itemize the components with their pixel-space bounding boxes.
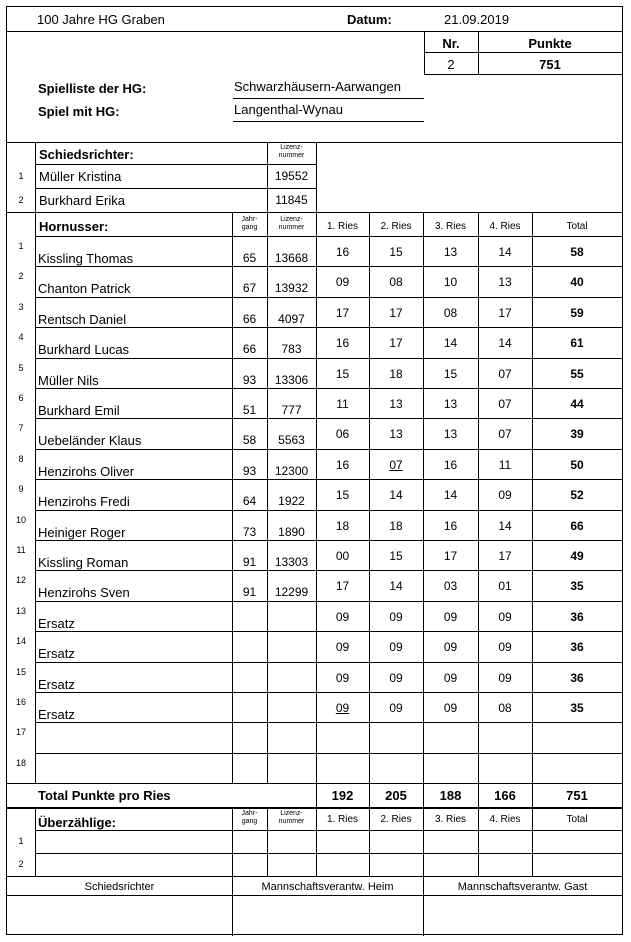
player-year: 91 <box>242 585 257 599</box>
spielliste-value: Schwarzhäusern-Aarwangen <box>234 79 401 94</box>
ries-1-score: 09 <box>335 671 350 685</box>
player-total: 66 <box>570 519 584 533</box>
nr-label: Nr. <box>442 36 460 51</box>
referee-name: Burkhard Erika <box>39 193 125 208</box>
player-name: Henzirohs Oliver <box>38 464 135 479</box>
ries-3-score: 16 <box>443 519 458 533</box>
extra-ries-header-2: 2. Ries <box>380 814 412 825</box>
player-row-number: 13 <box>15 606 26 616</box>
points-value: 751 <box>539 57 561 72</box>
nr-value: 2 <box>447 57 455 72</box>
grand-total: 751 <box>566 788 588 803</box>
ries-4-score: 14 <box>498 336 512 350</box>
ries-3-score: 15 <box>443 367 458 381</box>
player-year: 64 <box>242 494 257 508</box>
ries-1-score: 15 <box>335 488 350 502</box>
extra-ries-header-1: 1. Ries <box>326 814 359 825</box>
ries-2-score: 14 <box>389 579 403 593</box>
ries-2-score: 15 <box>389 245 403 259</box>
ries-1-score: 09 <box>335 275 350 289</box>
date-label: Datum: <box>347 12 392 27</box>
total-points-label: Total Punkte pro Ries <box>38 788 171 803</box>
ries-3-score: 09 <box>443 640 458 654</box>
ries-2-score: 09 <box>389 640 403 654</box>
ries-2-score: 13 <box>389 397 403 411</box>
referees-title: Schiedsrichter: <box>39 147 134 162</box>
referee-license: 11845 <box>275 193 308 207</box>
player-total: 44 <box>570 397 584 411</box>
ries-4-score: 11 <box>498 458 512 472</box>
player-row-number: 12 <box>15 575 26 585</box>
ries-1-score: 09 <box>335 640 350 654</box>
ries-4-score: 14 <box>498 519 512 533</box>
player-license: 783 <box>281 342 302 356</box>
ries-4-score: 07 <box>498 427 512 441</box>
player-license: 1922 <box>278 494 305 508</box>
player-total: 40 <box>570 275 584 289</box>
player-total: 36 <box>570 640 584 654</box>
player-year: 91 <box>242 555 257 569</box>
score-sheet <box>6 6 623 935</box>
extra-ries-header-3: 3. Ries <box>434 814 467 825</box>
player-row-number: 14 <box>15 636 26 646</box>
spielliste-label: Spielliste der HG: <box>38 81 147 96</box>
ries-1-score: 18 <box>335 519 350 533</box>
date-value: 21.09.2019 <box>444 12 510 27</box>
player-name: Ersatz <box>38 707 75 722</box>
ries-3-score: 17 <box>443 549 458 563</box>
player-name: Burkhard Lucas <box>38 342 130 357</box>
player-row-number: 5 <box>18 363 24 373</box>
ries-4-score: 17 <box>498 549 512 563</box>
player-total: 36 <box>570 610 584 624</box>
ries-1-score: 09 <box>335 610 350 624</box>
player-year: 66 <box>242 342 257 356</box>
player-name: Kissling Roman <box>38 555 129 570</box>
player-total: 39 <box>570 427 584 441</box>
player-row-number: 17 <box>15 727 26 737</box>
player-license: 13668 <box>274 251 309 265</box>
player-total: 59 <box>570 306 584 320</box>
ries-2-score: 08 <box>389 275 403 289</box>
player-name: Kissling Thomas <box>38 251 134 266</box>
ries-3-score: 09 <box>443 671 458 685</box>
extra-title: Überzählige: <box>38 815 117 830</box>
player-total: 55 <box>570 367 584 381</box>
player-year: 67 <box>242 281 257 295</box>
ries-2-score: 07 <box>389 458 403 472</box>
player-license: 12299 <box>274 585 309 599</box>
event-title: 100 Jahre HG Graben <box>37 12 165 27</box>
player-row-number: 10 <box>15 515 26 525</box>
ries-2-score: 17 <box>389 336 403 350</box>
ries-4-score: 09 <box>498 488 512 502</box>
extra-row-number: 2 <box>18 859 24 869</box>
player-license: 1890 <box>278 525 305 539</box>
player-row-number: 3 <box>18 302 24 312</box>
ries-2-score: 15 <box>389 549 403 563</box>
ries-1-score: 16 <box>335 336 350 350</box>
player-license: 13932 <box>274 281 309 295</box>
player-year: 51 <box>242 403 257 417</box>
ries-header-1: 1. Ries <box>326 221 359 232</box>
player-total: 52 <box>570 488 584 502</box>
player-year: 93 <box>242 464 257 478</box>
players-title: Hornusser: <box>39 219 109 234</box>
player-license: 12300 <box>274 464 309 478</box>
player-name: Ersatz <box>38 677 75 692</box>
ries-3-score: 03 <box>443 579 458 593</box>
ries-4-score: 09 <box>498 640 512 654</box>
ries-3-score: 09 <box>443 701 458 715</box>
player-row-number: 2 <box>18 271 24 281</box>
year-header: Jahr- gang <box>241 216 258 231</box>
referee-license: 19552 <box>274 169 309 183</box>
ries-4-score: 07 <box>498 367 512 381</box>
extra-row-number: 1 <box>18 836 24 846</box>
extra-license-header: Lizenz- nummer <box>278 810 305 825</box>
ries-3-score: 13 <box>443 245 458 259</box>
total-ries-1: 192 <box>331 788 354 803</box>
ries-3-score: 16 <box>443 458 458 472</box>
ries-2-score: 14 <box>389 488 403 502</box>
player-row-number: 8 <box>18 454 24 464</box>
player-row-number: 4 <box>18 332 24 342</box>
ries-4-score: 09 <box>498 671 512 685</box>
ries-1-score: 09 <box>335 701 350 715</box>
ries-3-score: 14 <box>443 488 458 502</box>
player-name: Uebeländer Klaus <box>38 433 142 448</box>
player-name: Rentsch Daniel <box>38 312 127 327</box>
player-row-number: 16 <box>15 697 26 707</box>
player-row-number: 9 <box>18 484 24 494</box>
player-row-number: 18 <box>15 758 26 768</box>
player-name: Heiniger Roger <box>38 525 126 540</box>
ries-3-score: 13 <box>443 427 458 441</box>
player-name: Henzirohs Fredi <box>38 494 130 509</box>
sig-home-label: Mannschaftsverantw. Heim <box>261 881 394 893</box>
referee-row-number: 1 <box>18 171 24 181</box>
ries-2-score: 09 <box>389 701 403 715</box>
sig-referee-label: Schiedsrichter <box>84 881 155 893</box>
player-license: 13303 <box>274 555 309 569</box>
player-year: 66 <box>242 312 257 326</box>
ries-4-score: 13 <box>498 275 512 289</box>
player-name: Müller Nils <box>38 373 99 388</box>
ries-2-score: 13 <box>389 427 403 441</box>
ref-license-header: Lizenz- nummer <box>278 144 305 159</box>
ries-1-score: 00 <box>335 549 350 563</box>
spiel-mit-value: Langenthal-Wynau <box>234 102 344 117</box>
ries-2-score: 17 <box>389 306 403 320</box>
player-name: Chanton Patrick <box>38 281 131 296</box>
player-license: 4097 <box>278 312 305 326</box>
ries-4-score: 01 <box>498 579 512 593</box>
extra-ries-header-4: 4. Ries <box>489 814 521 825</box>
ries-4-score: 08 <box>498 701 512 715</box>
ries-4-score: 14 <box>498 245 512 259</box>
total-ries-3: 188 <box>439 788 462 803</box>
player-total: 61 <box>570 336 584 350</box>
player-row-number: 1 <box>18 241 24 251</box>
ries-1-score: 06 <box>335 427 350 441</box>
total-header: Total <box>566 221 588 232</box>
player-total: 35 <box>570 579 584 593</box>
player-year: 93 <box>242 373 257 387</box>
player-row-number: 7 <box>18 423 24 433</box>
extra-year-header: Jahr- gang <box>241 810 258 825</box>
player-year: 73 <box>242 525 257 539</box>
ries-4-score: 07 <box>498 397 512 411</box>
spiel-mit-label: Spiel mit HG: <box>38 104 120 119</box>
ries-3-score: 13 <box>443 397 458 411</box>
player-year: 58 <box>242 433 257 447</box>
extra-total-header: Total <box>566 814 588 825</box>
ries-1-score: 17 <box>335 579 350 593</box>
ries-3-score: 10 <box>443 275 458 289</box>
player-name: Henzirohs Sven <box>38 585 130 600</box>
player-row-number: 6 <box>18 393 24 403</box>
ries-4-score: 17 <box>498 306 512 320</box>
ries-header-4: 4. Ries <box>489 221 521 232</box>
player-license: 5563 <box>278 433 305 447</box>
ries-2-score: 09 <box>389 671 403 685</box>
player-total: 35 <box>570 701 584 715</box>
player-row-number: 11 <box>16 545 26 555</box>
player-total: 49 <box>570 549 584 563</box>
total-ries-4: 166 <box>494 788 516 803</box>
ries-1-score: 16 <box>335 458 350 472</box>
ries-1-score: 17 <box>335 306 350 320</box>
player-total: 50 <box>570 458 584 472</box>
ries-1-score: 16 <box>335 245 350 259</box>
points-label: Punkte <box>528 36 572 51</box>
ries-1-score: 15 <box>335 367 350 381</box>
player-name: Ersatz <box>38 646 75 661</box>
player-license: 777 <box>281 403 302 417</box>
player-row-number: 15 <box>15 667 26 677</box>
referee-name: Müller Kristina <box>39 169 122 184</box>
ries-4-score: 09 <box>498 610 512 624</box>
ries-1-score: 11 <box>336 397 349 411</box>
ries-3-score: 14 <box>443 336 458 350</box>
ries-2-score: 18 <box>389 367 403 381</box>
player-name: Burkhard Emil <box>38 403 120 418</box>
player-year: 65 <box>242 251 257 265</box>
player-license-header: Lizenz- nummer <box>278 216 305 231</box>
ries-2-score: 18 <box>389 519 403 533</box>
player-total: 58 <box>570 245 584 259</box>
ries-header-2: 2. Ries <box>380 221 412 232</box>
ries-3-score: 08 <box>443 306 458 320</box>
ries-3-score: 09 <box>443 610 458 624</box>
ries-header-3: 3. Ries <box>434 221 467 232</box>
player-name: Ersatz <box>38 616 75 631</box>
total-ries-2: 205 <box>385 788 407 803</box>
referee-row-number: 2 <box>18 195 24 205</box>
ries-2-score: 09 <box>389 610 403 624</box>
player-total: 36 <box>570 671 584 685</box>
sig-guest-label: Mannschaftsverantw. Gast <box>457 881 588 893</box>
player-license: 13306 <box>274 373 309 387</box>
